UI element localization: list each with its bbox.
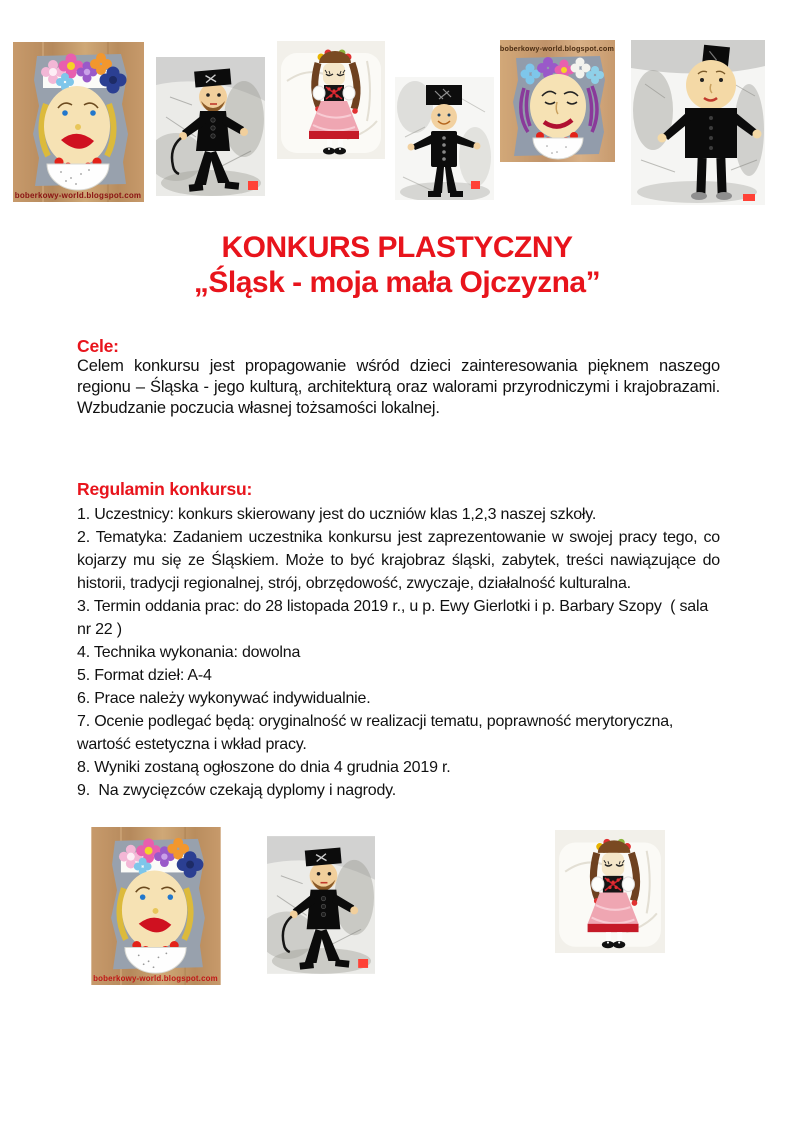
cele-paragraph: Celem konkursu jest propagowanie wśród dzieci zainteresowania pięknem naszego regionu – Śląska - jego kulturą, architekturą oraz walorami przyrodniczymi i krajobrazami. Wzbudzanie poczucia własnej tożsamości lokalnej. (77, 357, 720, 417)
red-corner-sticker (248, 181, 258, 190)
regulamin-item-6: 6. Prace należy wykonywać indywidualnie. (77, 690, 371, 707)
title-line-1: KONKURS PLASTYCZNY (221, 231, 573, 264)
large-miner-image (631, 40, 765, 205)
red-corner-sticker (743, 194, 755, 201)
face-collage-image (13, 42, 144, 202)
artwork-miner-whip-top (156, 57, 265, 196)
regulamin-item-7: 7. Ocenie podlegać będą: oryginalność w realizacji tematu, poprawność merytoryczna, wartość estetyczna i wkład pracy. (77, 713, 678, 753)
title-line-2: „Śląsk - moja mała Ojczyzna” (193, 266, 601, 299)
blog-watermark: boberkowy-world.blogspot.com (500, 44, 615, 53)
regulamin-item-1: 1. Uczestnicy: konkurs skierowany jest do uczniów klas 1,2,3 naszej szkoły. (77, 506, 597, 523)
artwork-folk-doll-top (277, 41, 385, 159)
regulamin-item-3: 3. Termin oddania prac: do 28 listopada 2019 r., u p. Ewy Gierlotki i p. Barbary Szopy ( sala nr 22 ) (77, 598, 713, 638)
blog-watermark: boberkowy-world.blogspot.com (14, 191, 142, 200)
regulamin-item-9: 9. Na zwycięzców czekają dyplomy i nagrody. (77, 782, 397, 799)
artwork-face-collage-top (13, 42, 144, 202)
document-title (0, 230, 794, 300)
folk-doll-image (277, 41, 385, 159)
small-miner-image (395, 77, 494, 200)
red-corner-sticker (358, 959, 368, 968)
artwork-large-miner-top (631, 40, 765, 205)
regulamin-heading: Regulamin konkursu: (77, 479, 253, 499)
regulamin-item-2: 2. Tematyka: Zadaniem uczestnika konkursu jest zaprezentowanie w swojej pracy tego, co kojarzy mu się ze Śląskiem. Może to być krajobraz śląski, zabytek, treści nawiązujące do historii, tradycji regionalnej, strój, obrzędowość, zwyczaje, działalność kulturalna. (77, 529, 720, 592)
face-collage-image (90, 827, 222, 985)
regulamin-item-4: 4. Technika wykonania: dowolna (77, 644, 301, 661)
red-corner-sticker (471, 181, 480, 189)
miner-drawing-image (267, 835, 375, 975)
artwork-small-miner-top (395, 77, 494, 200)
face-collage-2-image (500, 40, 615, 162)
miner-drawing-image (156, 57, 265, 196)
folk-doll-image (555, 830, 665, 953)
artwork-face-collage-2-top (500, 40, 615, 162)
cele-heading: Cele: (77, 336, 119, 356)
artwork-folk-doll-bottom (555, 830, 665, 953)
regulamin-item-5: 5. Format dzieł: A-4 (77, 667, 212, 684)
artwork-miner-whip-bottom (267, 835, 375, 975)
regulamin-list (77, 503, 720, 802)
artwork-face-collage-bottom (90, 827, 222, 985)
blog-watermark: boberkowy-world.blogspot.com (93, 974, 218, 984)
regulamin-item-8: 8. Wyniki zostaną ogłoszone do dnia 4 grudnia 2019 r. (77, 759, 451, 776)
